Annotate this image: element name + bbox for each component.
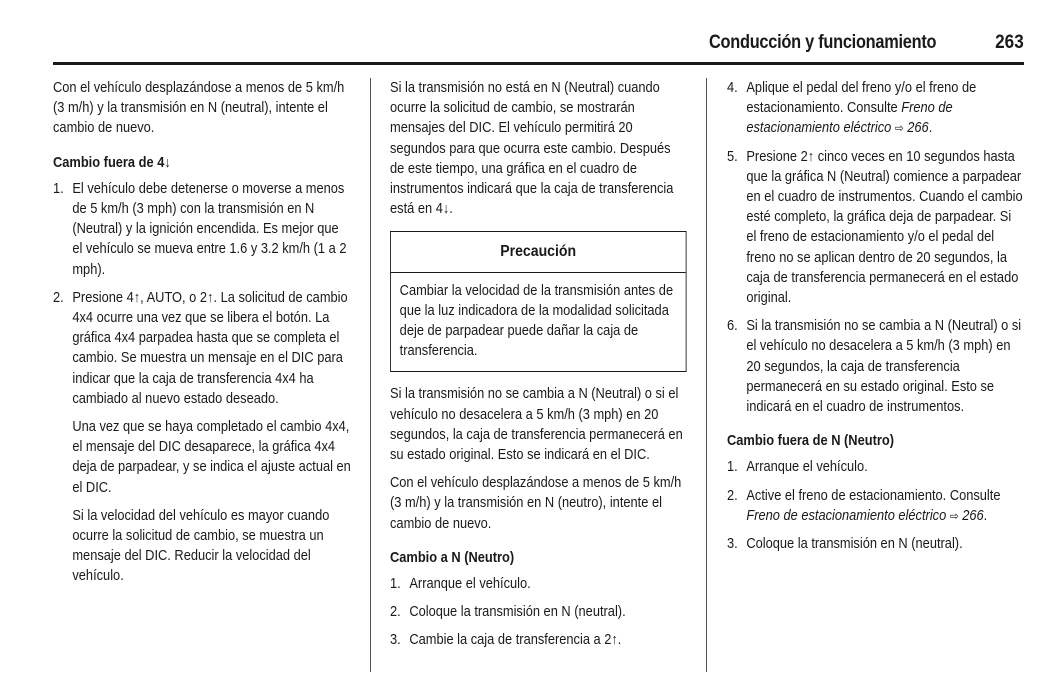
steps-list [727,78,1023,417]
step-note: Una vez que se haya completado el cambio 4x4, el mensaje del DIC desaparece, la gráfica 4x4 deja de parpadear, y se indica el ajuste actual en el DIC. [72,419,351,496]
steps-list [727,457,1023,554]
list-item [727,457,1023,477]
page-number: 263 [995,32,1024,53]
step-number: 2. [53,289,64,306]
list-item [53,179,351,280]
intro-paragraph: Con el vehículo desplazándose a menos de 5 km/h (3 m/h) y la transmisión en N (neutral), intente el cambio de nuevo. [53,80,345,137]
list-item [53,288,351,587]
list-item [727,534,1023,554]
cross-reference-link[interactable] [746,508,983,524]
step-number: 1. [390,576,401,593]
step-number: 5. [727,148,738,165]
steps-list [390,574,686,651]
list-item [390,574,686,594]
step-number: 1. [727,459,738,476]
list-item [390,630,686,650]
ref-page[interactable]: 266 [907,120,929,137]
section-heading: Cambio fuera de N (Neutro) [727,433,894,450]
ref-page[interactable]: 266 [962,507,984,524]
list-item [390,602,686,622]
list-item [727,147,1023,309]
step-text [746,486,1023,526]
step-number: 1. [53,180,64,197]
step-text: Cambie la caja de transferencia a 2↑. [409,632,622,649]
step-number: 3. [727,536,738,553]
list-item [727,316,1023,417]
paragraph: Con el vehículo desplazándose a menos de 5 km/h (3 m/h) y la transmisión en N (neutro), intente el cambio de nuevo. [390,475,682,532]
step-text-tail: . [928,120,933,137]
page-header [53,28,1024,62]
step-number: 2. [727,487,738,504]
step-text: Presione 2↑ cinco veces en 10 segundos hasta que la gráfica N (Neutral) comience a parpadear en el cuadro de instrumentos. Cuando el cambio esté completo, la gráfica deja de parpadear. Si el freno de estacionamiento y/o el pedal del freno no se aplican dentro de 20 segundos, la caja de transferencia permanecerá en el estado original. [746,148,1023,307]
step-text: Coloque la transmisión en N (neutral). [746,536,963,553]
step-text: Presione 4↑, AUTO, o 2↑. La solicitud de cambio 4x4 ocurre una vez que se libera el botón. La gráfica 4x4 parpadea hasta que se completa el cambio. Se muestra un mensaje en el DIC para indicar que la caja de transferencia 4x4 ha cambiado al nuevo estado deseado. [72,289,348,407]
caution-title: Precaución [391,232,686,272]
page-reference-arrow-icon: ⇨ [894,121,904,136]
step-number: 6. [727,318,738,335]
list-item [727,486,1023,526]
step-text: El vehículo debe detenerse o moverse a menos de 5 km/h (3 mph) con la transmisión en N (Neutral) y la ignición encendida. Es mejor que el vehículo se mueva entre 1.6 y 3.2 km/h (1 a 2 mph). [72,180,347,278]
step-text [746,78,1023,139]
step-number: 2. [390,604,401,621]
column-divider [370,78,371,672]
step-text-tail: . [983,507,988,524]
steps-list [53,179,351,587]
page-reference-arrow-icon: ⇨ [949,508,959,523]
ref-text[interactable]: Freno de estacionamiento eléctrico [746,100,953,137]
step-text: Coloque la transmisión en N (neutral). [409,604,626,621]
column-2 [390,78,688,659]
paragraph: Si la transmisión no se cambia a N (Neutral) o si el vehículo no desacelera a 5 km/h (3 mph) en 20 segundos, la caja de transferencia permanecerá en su estado original. Esto se indicará en el DIC. [390,386,683,464]
caution-box [390,231,686,372]
step-text: Arranque el vehículo. [409,576,531,593]
list-item [727,78,1023,139]
step-text-lead: Active el freno de estacionamiento. Consulte [746,487,1001,504]
step-number: 3. [390,632,401,649]
step-text-lead: Aplique el pedal del freno y/o el freno de estacionamiento. Consulte [746,80,977,117]
step-text: Si la transmisión no se cambia a N (Neutral) o si el vehículo no desacelera a 5 km/h (3 mph) en 20 segundos, la caja de transferencia permanecerá en su estado original. Esto se indicará en el cuadro de instrumentos. [746,318,1022,416]
section-heading: Cambio fuera de 4↓ [53,154,171,171]
section-heading: Cambio a N (Neutro) [390,549,515,566]
column-1 [53,78,353,595]
step-number: 4. [727,80,738,96]
step-note: Si la velocidad del vehículo es mayor cuando ocurre la solicitud de cambio, se muestra un mensaje del DIC. Reducir la velocidad del vehículo. [72,507,330,585]
ref-text[interactable]: Freno de estacionamiento eléctrico [746,507,947,524]
section-title: Conducción y funcionamiento [708,32,936,53]
column-divider [706,78,707,672]
step-text: Arranque el vehículo. [746,459,868,476]
caution-body: Cambiar la velocidad de la transmisión antes de que la luz indicadora de la modalidad solicitada deje de parpadear puede dañar la caja de transferencia. [399,282,674,360]
header-rule [53,62,1024,65]
paragraph: Si la transmisión no está en N (Neutral) cuando ocurre la solicitud de cambio, se mostrarán mensajes del DIC. El vehículo permitirá 20 segundos para que ocurra este cambio. Después de este tiempo, una gráfica en el cuadro de instrumentos indicará que la caja de transferencia está en 4↓. [390,80,674,218]
column-3 [727,78,1025,562]
